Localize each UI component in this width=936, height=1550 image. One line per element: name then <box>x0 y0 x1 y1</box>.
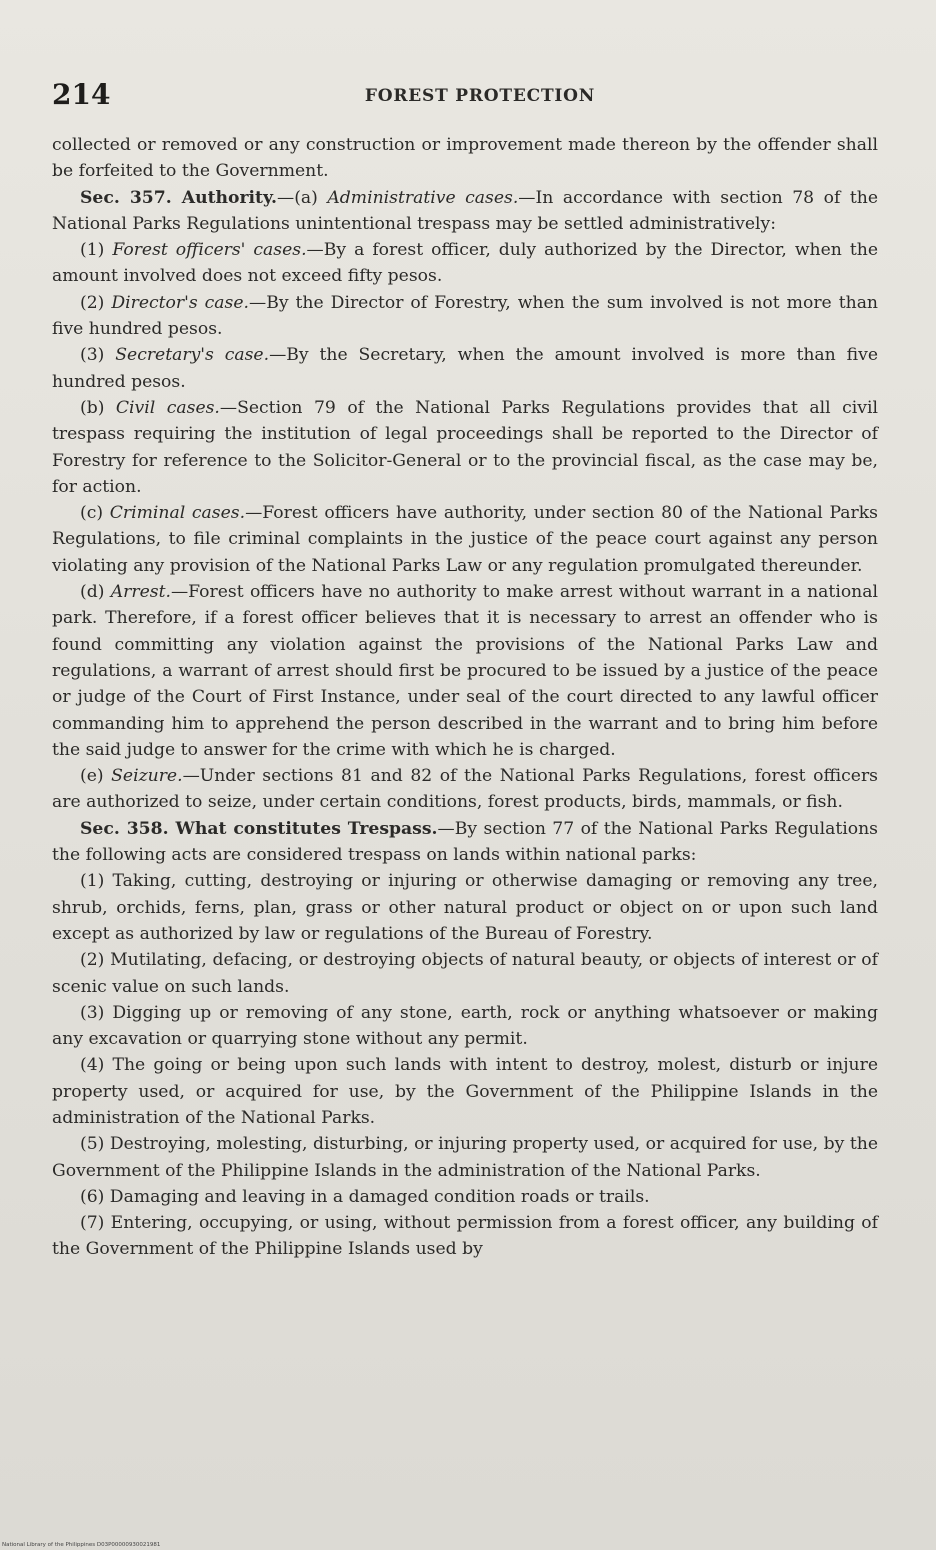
paragraph-continued: collected or removed or any construction or improvement made thereon by the offender shall be forfeited to the Government. <box>52 135 878 182</box>
page-header <box>52 78 878 132</box>
paragraph-item: (e) Seizure.—Under sections 81 and 82 of the National Parks Regulations, forest officers are authorized to seize, under certain conditions, forest products, birds, mammals, or fish. <box>52 766 879 813</box>
running-head: FOREST PROTECTION <box>364 86 596 106</box>
paragraph-item: (4) The going or being upon such lands with intent to destroy, molest, disturb or injure property used, or acquired for use, by the Government of the Philippine Islands in the administration of the National Parks. <box>52 1055 878 1128</box>
paragraph-item: (2) Mutilating, defacing, or destroying objects of natural beauty, or objects of interest or of scenic value on such lands. <box>52 950 878 997</box>
paragraph-item: (3) Digging up or removing of any stone, earth, rock or anything whatsoever or making any excavation or quarrying stone without any permit. <box>52 1002 878 1050</box>
paragraph-item: (7) Entering, occupying, or using, without permission from a forest officer, any building of the Government of the Philippine Islands used by <box>52 1213 878 1260</box>
section-heading: Sec. 358. What constitutes Trespass. <box>80 818 438 839</box>
page-number: 214 <box>52 78 111 111</box>
paragraph-item: (b) Civil cases.—Section 79 of the National Parks Regulations provides that all civil trespass requiring the institution of legal proceedings shall be reported to the Director of Forestry for reference to the Solicitor-General or to the provincial fiscal, as the case may be, for action. <box>52 397 878 497</box>
section-358: Sec. 358. What constitutes Trespass.—By section 77 of the National Parks Regulations the following acts are considered trespass on lands within national parks: <box>52 818 878 866</box>
paragraph-item: (d) Arrest.—Forest officers have no authority to make arrest without warrant in a national park. Therefore, if a forest officer believes that it is necessary to arrest an offender who is found committing any violation against the provisions of the National Parks Law and regulations, a warrant of arrest should first be procured to be issued by a justice of the peace or judge of the Court of First Instance, under seal of the court directed to any lawful officer commanding him to apprehend the person described in the warrant and to bring him before the said judge to answer for the crime with which he is charged. <box>52 582 878 760</box>
subsection-heading: Administrative cases. <box>327 187 519 208</box>
paragraph-item: (1) Taking, cutting, destroying or injuring or otherwise damaging or removing any tree, shrub, orchids, ferns, plan, grass or other natural product or object on or upon such land except as authorized by law or regulations of the Bureau of Forestry. <box>52 871 878 944</box>
paragraph-item: (3) Secretary's case.—By the Secretary, when the amount involved is more than five hundred pesos. <box>52 345 878 392</box>
body-text <box>52 132 878 1263</box>
section-heading: Sec. 357. Authority. <box>80 187 277 208</box>
section-357: Sec. 357. Authority.—(a) Administrative cases.—In accordance with section 78 of the National Parks Regulations unintentional trespass may be settled administratively: <box>52 187 878 234</box>
library-footer-tag: National Library of the Philippines D03P00000930021981 <box>2 1542 161 1548</box>
paragraph-item: (2) Director's case.—By the Director of Forestry, when the sum involved is not more than five hundred pesos. <box>52 292 879 340</box>
paragraph-item: (6) Damaging and leaving in a damaged condition roads or trails. <box>80 1186 650 1207</box>
paragraph-item: (c) Criminal cases.—Forest officers have authority, under section 80 of the National Parks Regulations, to file criminal complaints in the justice of the peace court against any person violating any provision of the National Parks Law or any regulation promulgated thereunder. <box>52 503 878 576</box>
paragraph-item: (1) Forest officers' cases.—By a forest officer, duly authorized by the Director, when the amount involved does not exceed fifty pesos. <box>52 240 879 287</box>
paragraph-item: (5) Destroying, molesting, disturbing, or injuring property used, or acquired for use, by the Government of the Philippine Islands in the administration of the National Parks. <box>52 1134 878 1181</box>
